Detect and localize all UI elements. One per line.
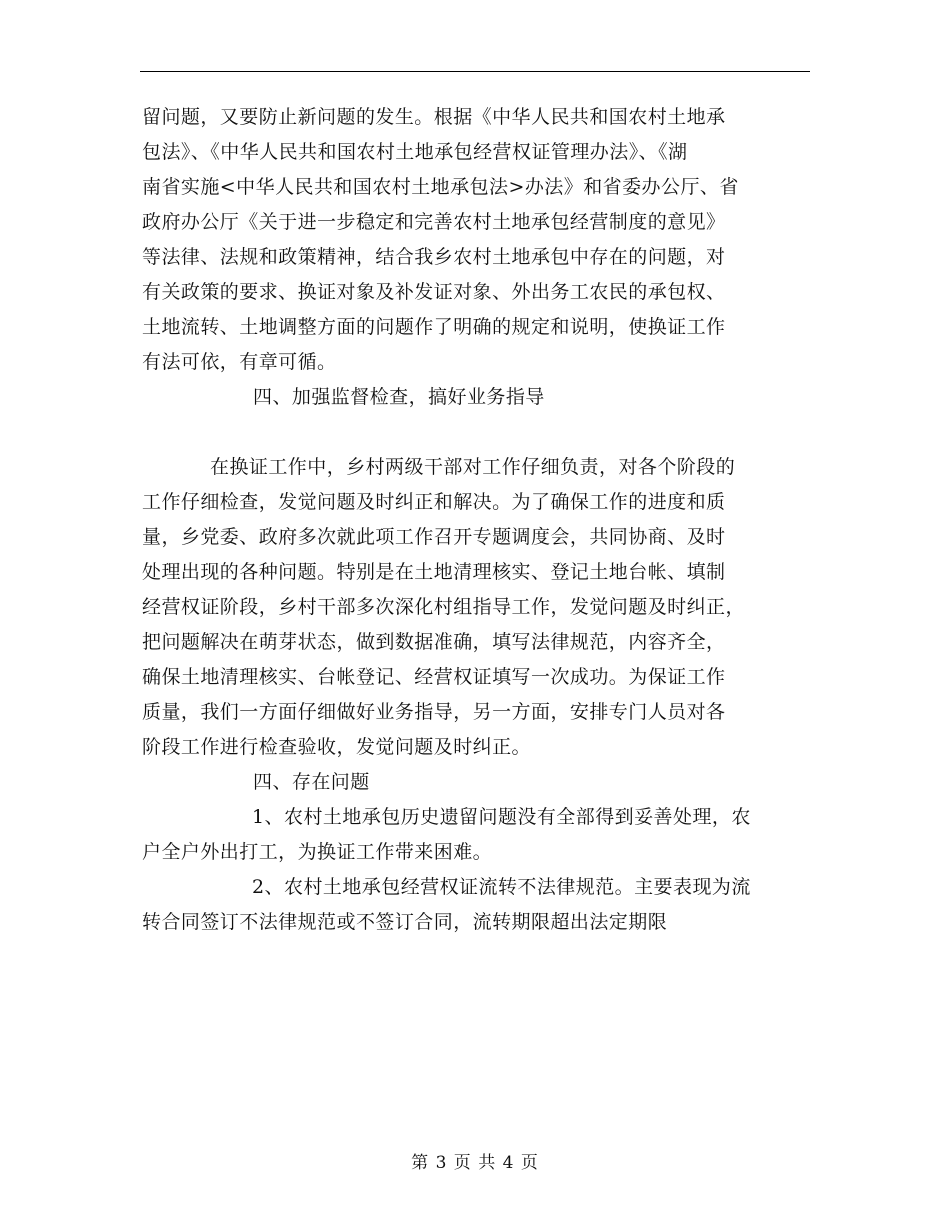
text-line: 南省实施<中华人民共和国农村土地承包法>办法》和省委办公厅、省	[142, 176, 739, 198]
problem-item-2	[142, 870, 810, 940]
text-line: 1、农村土地承包历史遗留问题没有全部得到妥善处理，农	[252, 806, 751, 828]
text-line: 处理出现的各种问题。特别是在土地清理核实、登记土地台帐、填制	[142, 561, 726, 583]
text-line: 阶段工作进行检查验收，发觉问题及时纠正。	[142, 736, 532, 758]
text-line: 2、农村土地承包经营权证流转不法律规范。主要表现为流	[252, 876, 751, 898]
text-line: 经营权证阶段，乡村干部多次深化村组指导工作，发觉问题及时纠正，	[142, 596, 745, 618]
text-line: 把问题解决在萌芽状态，做到数据准确，填写法律规范，内容齐全，	[142, 631, 726, 653]
section-heading-supervision: 四、加强监督检查，搞好业务指导	[253, 386, 545, 408]
document-body	[142, 100, 810, 940]
header-rule	[140, 71, 810, 72]
text-line: 等法律、法规和政策精神，结合我乡农村土地承包中存在的问题，对	[142, 246, 726, 268]
text-line: 土地流转、土地调整方面的问题作了明确的规定和说明，使换证工作	[142, 316, 726, 338]
text-line: 在换证工作中，乡村两级干部对工作仔细负责，对各个阶段的	[210, 456, 736, 478]
text-line: 有法可依，有章可循。	[142, 351, 337, 373]
problem-item-1	[142, 800, 810, 870]
blank-line	[142, 415, 810, 450]
paragraph-supervision	[142, 450, 810, 765]
text-line: 转合同签订不法律规范或不签订合同，流转期限超出法定期限	[142, 911, 668, 933]
page-number-footer: 第 3 页 共 4 页	[411, 1153, 539, 1173]
text-line: 量，乡党委、政府多次就此项工作召开专题调度会，共同协商、及时	[142, 526, 726, 548]
section-heading-problems: 四、存在问题	[253, 771, 370, 793]
text-line: 包法》、《中华人民共和国农村土地承包经营权证管理办法》、《湖	[142, 141, 688, 163]
text-line: 政府办公厅《关于进一步稳定和完善农村土地承包经营制度的意见》	[142, 211, 726, 233]
text-line: 确保土地清理核实、台帐登记、经营权证填写一次成功。为保证工作	[142, 666, 726, 688]
text-line: 工作仔细检查，发觉问题及时纠正和解决。为了确保工作的进度和质	[142, 491, 726, 513]
paragraph-continuation	[142, 100, 810, 380]
text-line: 有关政策的要求、换证对象及补发证对象、外出务工农民的承包权、	[142, 281, 726, 303]
text-line: 户全户外出打工，为换证工作带来困难。	[142, 841, 493, 863]
text-line: 留问题，又要防止新问题的发生。根据《中华人民共和国农村土地承	[142, 106, 726, 128]
text-line: 质量，我们一方面仔细做好业务指导，另一方面，安排专门人员对各	[142, 701, 726, 723]
